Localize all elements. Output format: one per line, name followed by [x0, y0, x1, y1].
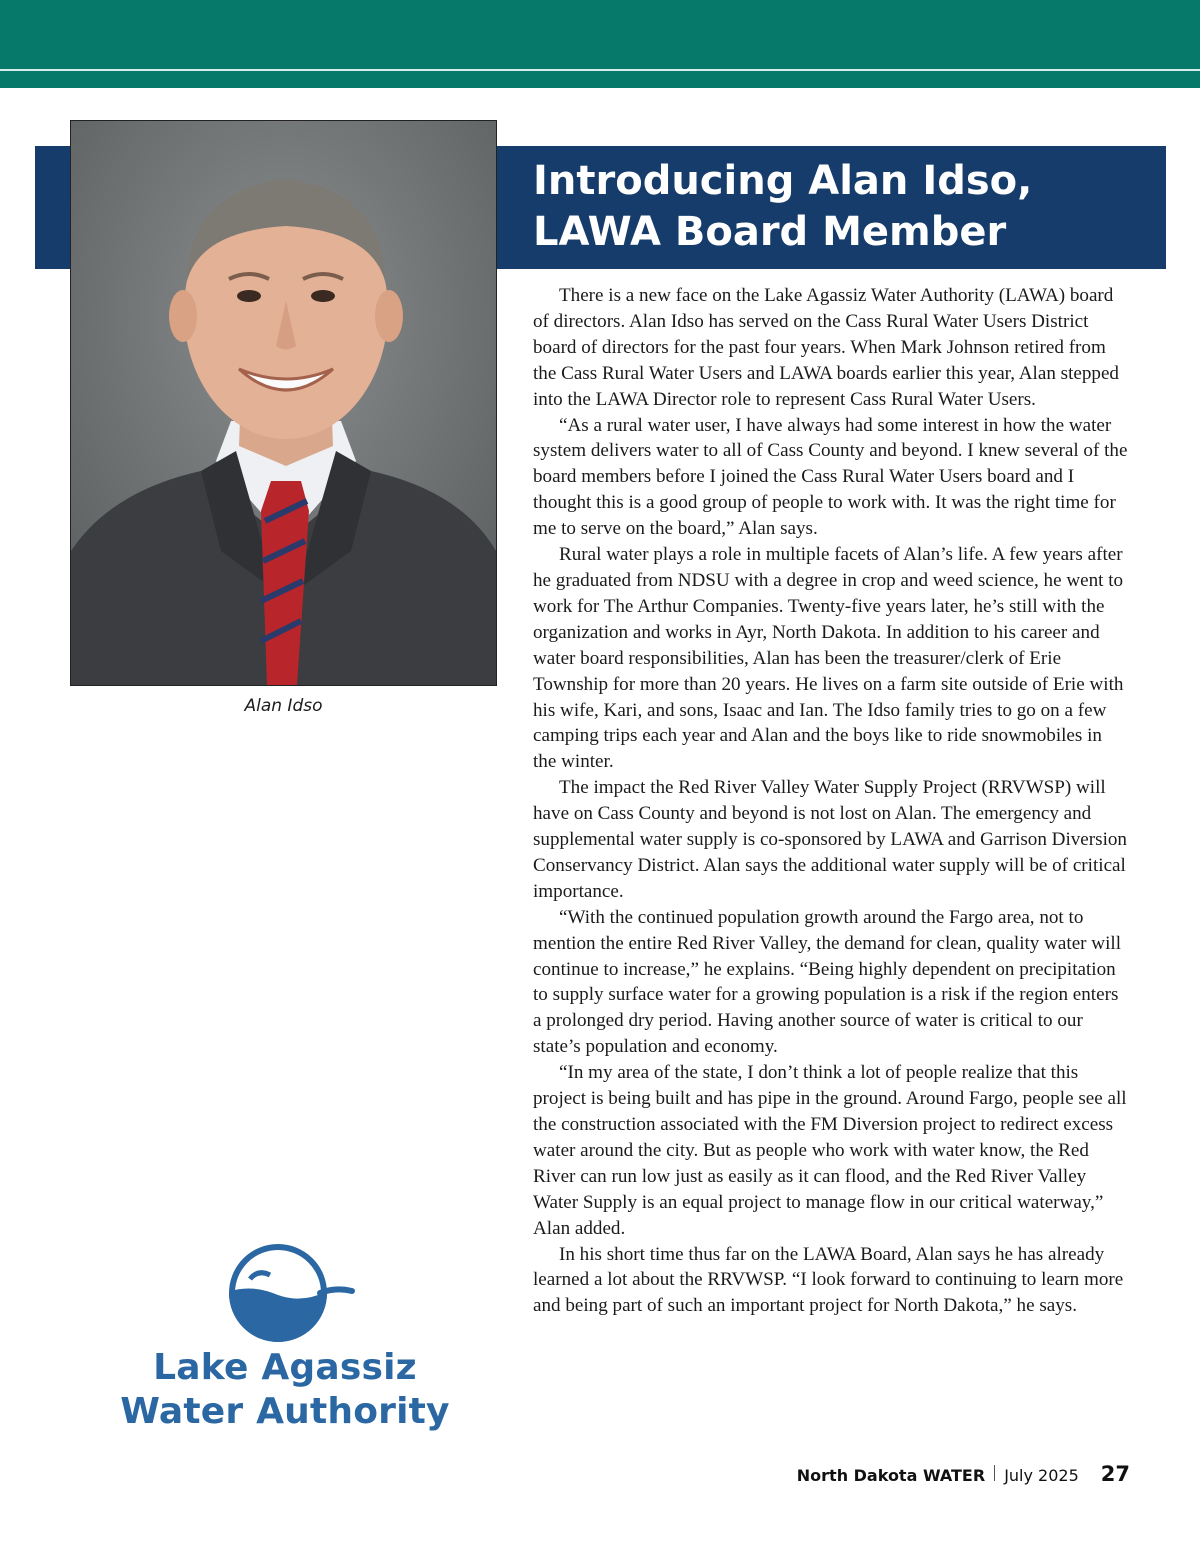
publication-name: North Dakota WATER: [796, 1466, 986, 1485]
article-paragraph: In his short time thus far on the LAWA Board, Alan says he has already learned a lot about the RRVWSP. “I look forward to continuing to learn more and being part of such an important project for North Dakota,” he says.: [533, 1243, 1124, 1317]
article-paragraph: Rural water plays a role in multiple facets of Alan’s life. A few years after he graduated from NDSU with a degree in crop and weed science, he went to work for The Arthur Companies. Twenty-five years later, he’s still with the organization and works in Ayr, North Dakota. In addition to his career and water board responsibilities, Alan has been the treasurer/clerk of Erie Township for more than 20 years. He lives on a farm site outside of Erie with his wife, Kari, and sons, Isaac and Ian. The Idso family tries to go on a few camping trips each year and Alan and the boys like to ride snowmobiles in the winter.: [533, 544, 1124, 773]
page-footer: [797, 1462, 1130, 1486]
article-paragraph: “As a rural water user, I have always had some interest in how the water system delivers water to all of Cass County and beyond. I knew several of the board members before I joined the Cass Rural Water Users board and I thought this is a good group of people to work with. It was the right time for me to serve on the board,” Alan says.: [533, 414, 1128, 540]
title-line-1: Introducing Alan Idso,: [533, 158, 1033, 204]
logo-line-1: Lake Agassiz: [153, 1347, 417, 1388]
photo-caption: Alan Idso: [244, 696, 323, 716]
logo-line-2: Water Authority: [120, 1391, 450, 1432]
page-number: 27: [1100, 1462, 1130, 1486]
top-banner-stripe: [0, 69, 1200, 71]
portrait-photo: [70, 120, 497, 686]
title-line-2: LAWA Board Member: [533, 209, 1007, 255]
top-banner: [0, 0, 1200, 88]
article-paragraph: There is a new face on the Lake Agassiz Water Authority (LAWA) board of directors. Alan Idso has served on the Cass Rural Water Users District board of directors for the past four years. When Mark Johnson retired from the Cass Rural Water Users and LAWA boards earlier this year, Alan stepped into the LAWA Director role to represent Cass Rural Water Users.: [533, 285, 1119, 410]
lawa-logo: [120, 1243, 450, 1443]
article-title: [533, 156, 1153, 258]
portrait-illustration: [71, 121, 496, 685]
footer-divider: [994, 1465, 995, 1481]
water-drop-logo-icon: [120, 1243, 450, 1347]
article-paragraph: “In my area of the state, I don’t think a lot of people realize that this project is being built and has pipe in the ground. Around Fargo, people see all the construction associated with the FM Diversion project to redirect excess water around the city. But as people who work with water know, the Red River can run low just as easily as it can flood, and the Red River Valley Water Supply is an equal project to manage flow in our critical waterway,” Alan added.: [533, 1062, 1127, 1239]
logo-wordmark: [120, 1346, 450, 1434]
article-body: [533, 283, 1129, 1319]
article-paragraph: “With the continued population growth around the Fargo area, not to mention the entire Red River Valley, the demand for clean, quality water will continue to increase,” he explains. “Being highly dependent on precipitation to supply surface water for a growing population is a risk if the region enters a prolonged dry period. Having another source of water is critical to our state’s population and economy.: [533, 906, 1122, 1058]
article-paragraph: The impact the Red River Valley Water Supply Project (RRVWSP) will have on Cass County and beyond is not lost on Alan. The emergency and supplemental water supply is co-sponsored by LAWA and Garrison Diversion Conservancy District. Alan says the additional water supply will be of critical importance.: [533, 777, 1127, 902]
issue-date: July 2025: [1004, 1466, 1079, 1485]
